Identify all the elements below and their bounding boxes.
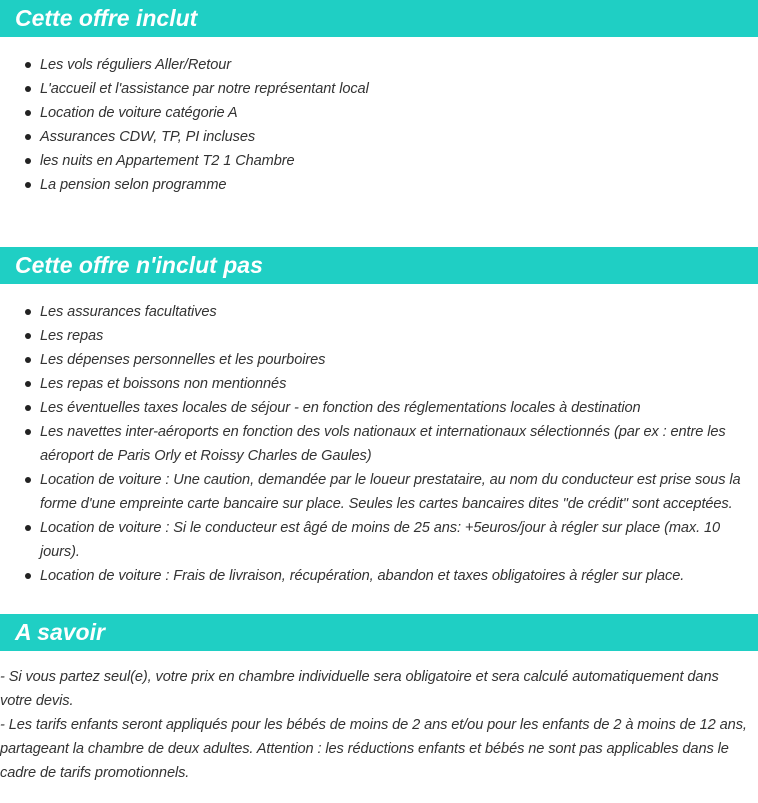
list-item: Les dépenses personnelles et les pourboires	[40, 348, 748, 372]
list-item: Les repas et boissons non mentionnés	[40, 372, 748, 396]
list-item: Les vols réguliers Aller/Retour	[40, 53, 748, 77]
section-heading-included	[0, 0, 758, 37]
list-item: Location de voiture : Frais de livraison, récupération, abandon et taxes obligatoires à régler sur place.	[40, 564, 748, 588]
included-list	[0, 53, 758, 197]
list-item: Location de voiture : Si le conducteur est âgé de moins de 25 ans: +5euros/jour à régler sur place (max. 10 jours).	[40, 516, 748, 564]
a-savoir-text	[0, 665, 750, 785]
list-item: Les repas	[40, 324, 748, 348]
list-item: Les navettes inter-aéroports en fonction des vols nationaux et internationaux sélectionnés (par ex : entre les aéroport de Paris Orly et Roissy Charles de Gaules)	[40, 420, 748, 468]
list-item: La pension selon programme	[40, 173, 748, 197]
a-savoir-paragraph: - Si vous partez seul(e), votre prix en chambre individuelle sera obligatoire et sera calculé automatiquement dans votre devis.	[0, 669, 719, 709]
list-item: Location de voiture : Une caution, demandée par le loueur prestataire, au nom du conducteur est prise sous la forme d'une empreinte carte bancaire sur place. Seules les cartes bancaires dites "de crédit" sont acceptées.	[40, 468, 748, 516]
section-heading-a-savoir	[0, 614, 758, 651]
excluded-list	[0, 300, 758, 588]
list-item: Les éventuelles taxes locales de séjour - en fonction des réglementations locales à destination	[40, 396, 748, 420]
section-title-excluded: Cette offre n'inclut pas	[15, 252, 263, 278]
list-item: Assurances CDW, TP, PI incluses	[40, 125, 748, 149]
list-item: L'accueil et l'assistance par notre représentant local	[40, 77, 748, 101]
a-savoir-paragraph: - Les tarifs enfants seront appliqués pour les bébés de moins de 2 ans et/ou pour les enfants de 2 à moins de 12 ans, partageant la chambre de deux adultes. Attention : les réductions enfants et bébés ne sont pas applicables dans le cadre de tarifs promotionnels.	[0, 717, 747, 781]
section-title-included: Cette offre inclut	[15, 5, 198, 31]
list-item: Location de voiture catégorie A	[40, 101, 748, 125]
list-item: Les assurances facultatives	[40, 300, 748, 324]
section-heading-excluded	[0, 247, 758, 284]
list-item: les nuits en Appartement T2 1 Chambre	[40, 149, 748, 173]
section-title-a-savoir: A savoir	[15, 619, 105, 645]
